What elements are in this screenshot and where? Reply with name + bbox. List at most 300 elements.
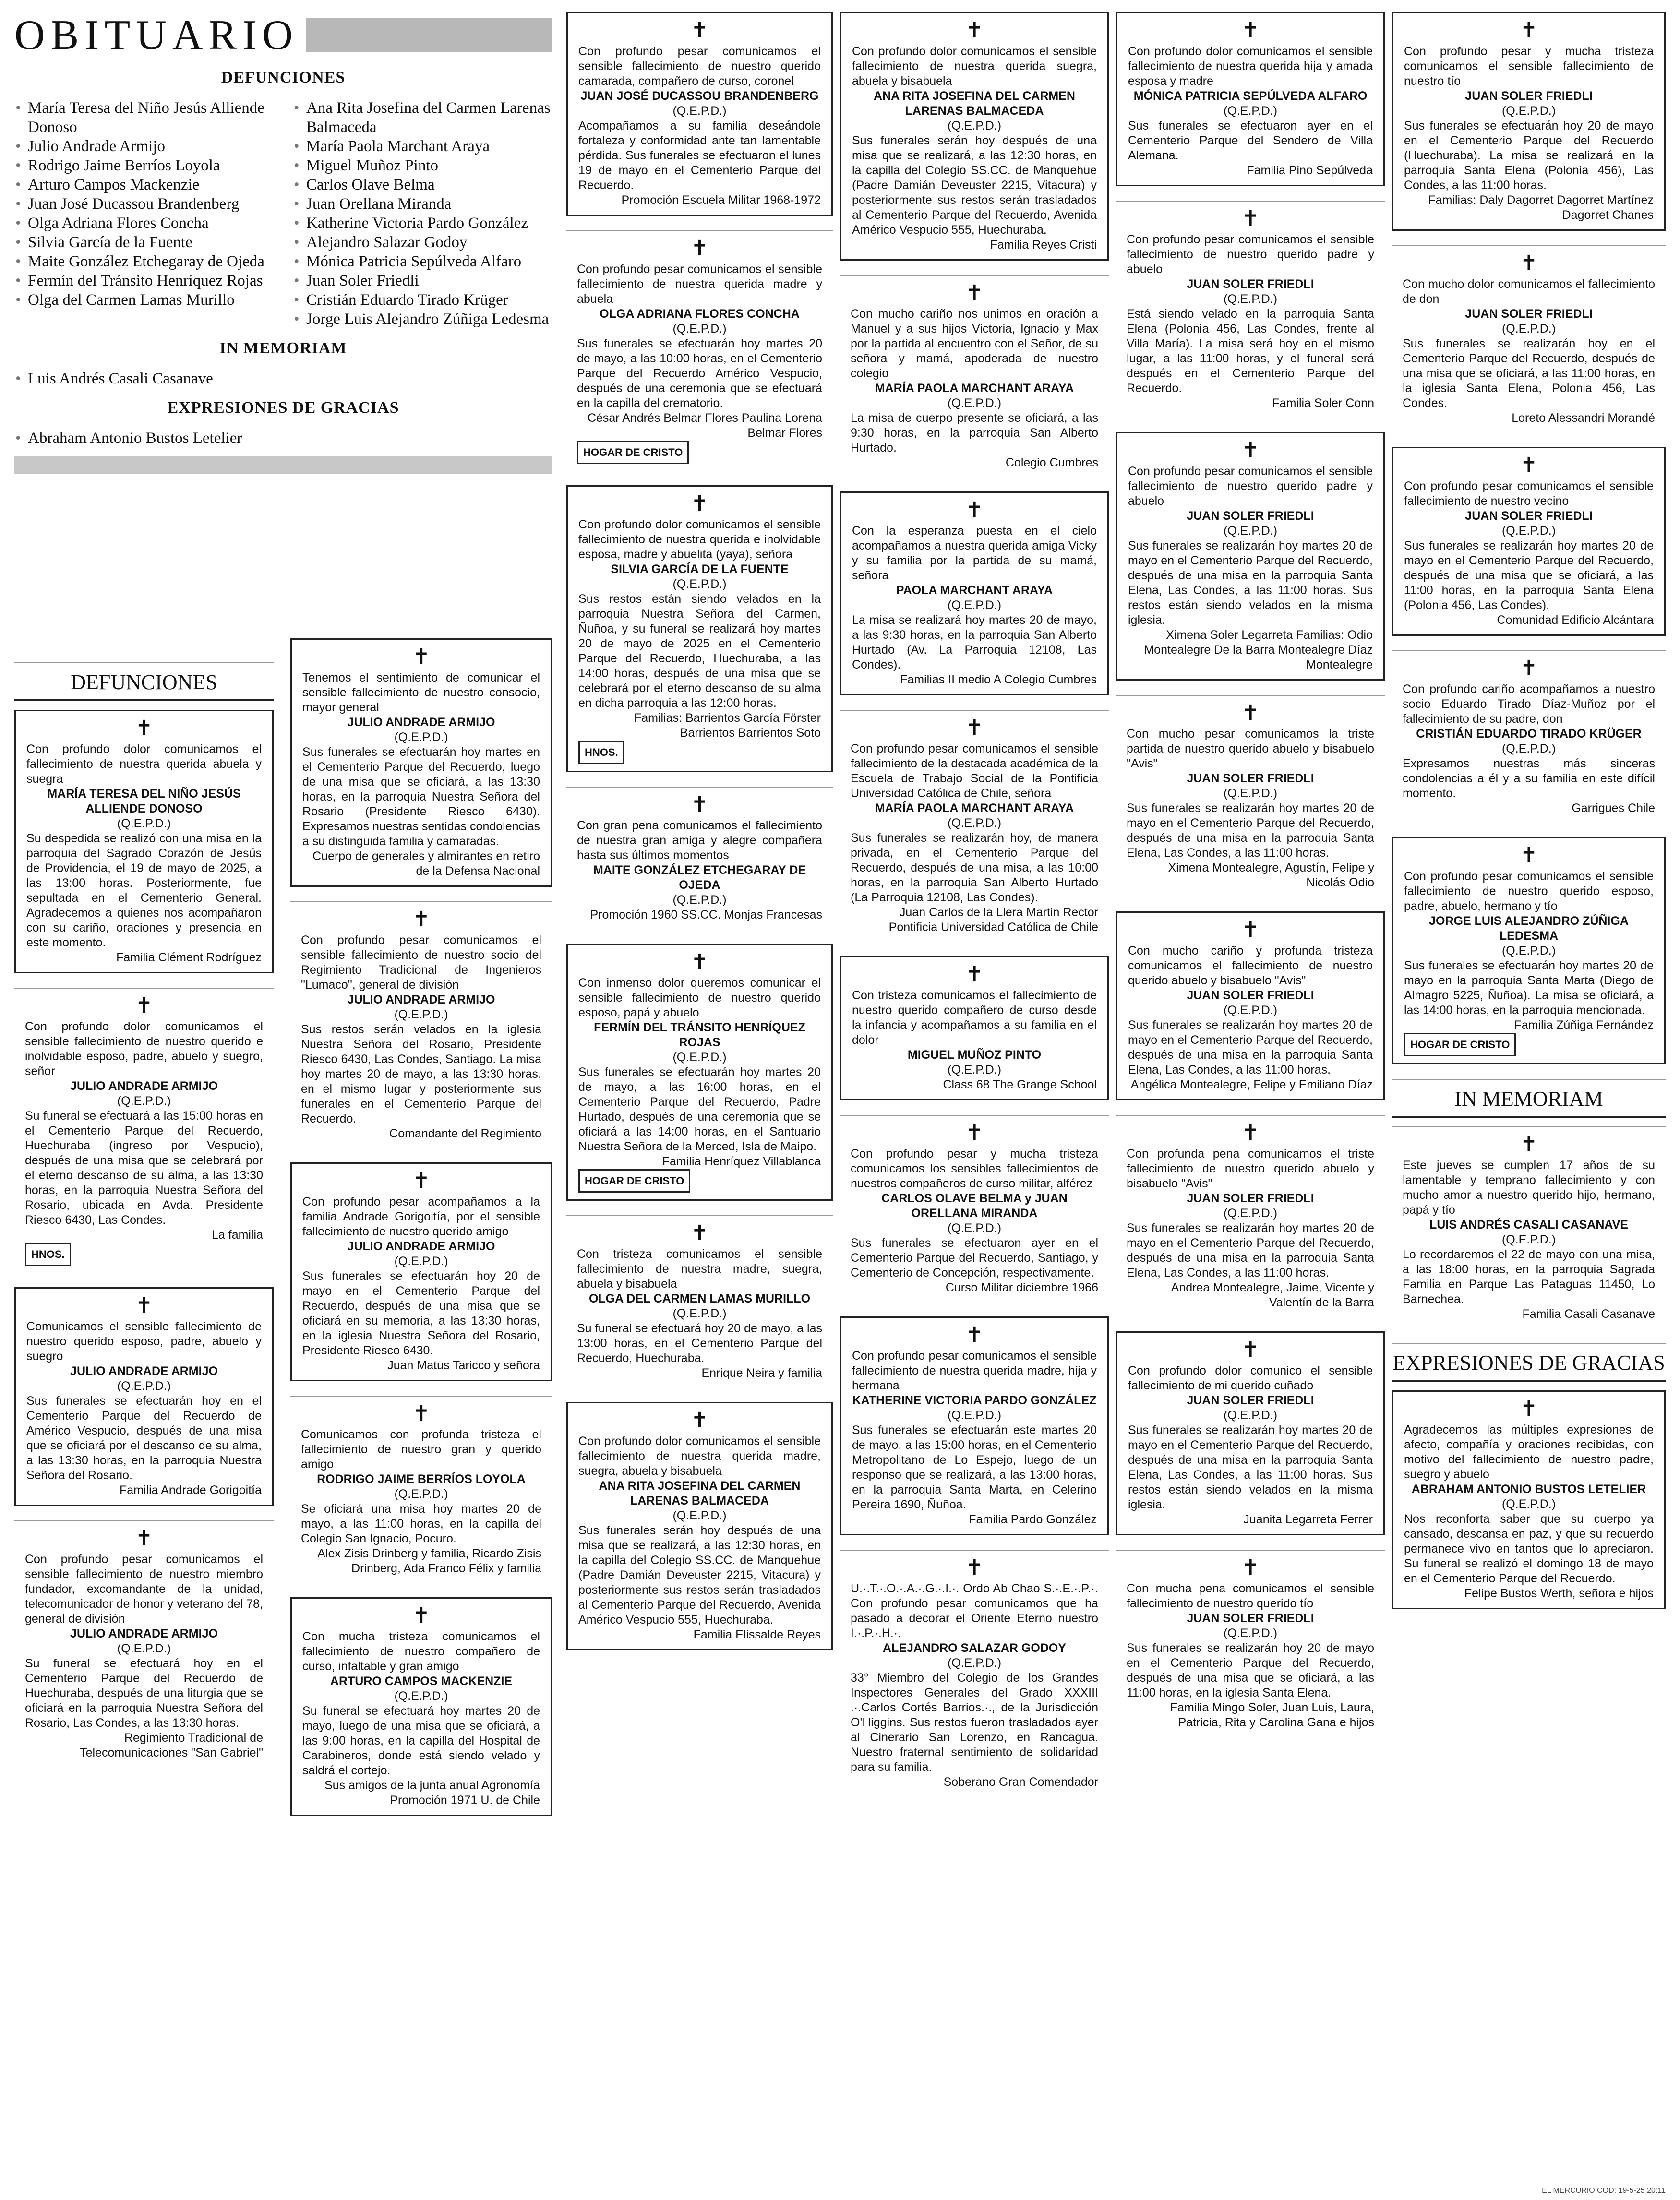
notice-signature: Familia Mingo Soler, Juan Luis, Laura, Patricia, Rita y Carolina Gana e hijos bbox=[1170, 1701, 1374, 1729]
notice-body: Expresamos nuestras más sinceras condolencias a él y a su familia en este difícil momento. bbox=[1403, 757, 1655, 800]
notice-body: Se oficiará una misa hoy martes 20 de mayo, a las 11:00 horas, en la capilla del Colegio San Ignacio, Pocuro. bbox=[301, 1502, 541, 1545]
cross-icon: ✝ bbox=[135, 1527, 153, 1550]
deceased-name: OLGA ADRIANA FLORES CONCHA bbox=[600, 307, 800, 321]
funeral-home-logo bbox=[1404, 1033, 1654, 1056]
notice-intro: Con profundo pesar comunicamos el sensible fallecimiento de nuestra querida madre y abuela bbox=[577, 263, 822, 306]
logo-text: HNOS. bbox=[25, 1243, 71, 1266]
notice-intro: Con la esperanza puesta en el cielo acompañamos a nuestra querida amiga Vicky y su familia por la partida de su mamá, señora bbox=[852, 524, 1097, 582]
cross-icon: ✝ bbox=[691, 492, 708, 515]
deceased-name: JULIO ANDRADE ARMIJO bbox=[70, 1627, 218, 1640]
index-defunciones-grid bbox=[14, 98, 552, 329]
index-memoriam-grid bbox=[14, 369, 552, 388]
cross-icon: ✝ bbox=[1241, 207, 1260, 230]
section-defunciones: DEFUNCIONES bbox=[14, 662, 274, 701]
obituary-notice bbox=[840, 275, 1109, 477]
qepd-label: (Q.E.P.D.) bbox=[1501, 742, 1556, 755]
obituary-notice bbox=[840, 491, 1109, 695]
logo-text: HOGAR DE CRISTO bbox=[577, 441, 689, 464]
notice-signature: César Andrés Belmar Flores Paulina Lorena Belmar Flores bbox=[587, 411, 822, 440]
notice-intro: Con tristeza comunicamos el sensible fallecimiento de nuestra madre, suegra, abuela y bisabuela bbox=[577, 1247, 822, 1291]
index-defunciones-title: DEFUNCIONES bbox=[221, 69, 346, 86]
notice-signature: Sus amigos de la junta anual Agronomía Promoción 1971 U. de Chile bbox=[324, 1779, 540, 1807]
column-5 bbox=[1116, 12, 1385, 1751]
deceased-name: MARÍA PAOLA MARCHANT ARAYA bbox=[875, 801, 1074, 815]
cross-icon: ✝ bbox=[965, 963, 984, 986]
qepd-label: (Q.E.P.D.) bbox=[1223, 1207, 1278, 1220]
qepd-label: (Q.E.P.D.) bbox=[1501, 104, 1556, 118]
cross-icon: ✝ bbox=[965, 1121, 984, 1145]
logo-text: HNOS. bbox=[578, 741, 624, 764]
notice-intro: Con profundo dolor comunicamos el sensible fallecimiento de nuestra querida e inolvidable esposa, madre y abuelita (yaya), señora bbox=[578, 518, 821, 561]
obituary-notice bbox=[1116, 432, 1385, 681]
notice-body: Sus funerales serán hoy después de una misa que se realizará, a las 12:30 horas, en la capilla del Colegio SS.CC. de Manquehue (Padre Damián Deveuster 2215, Vitacura) y posteriormente sus restos serán trasladados al Cementerio Parque del Recuerdo, Avenida Américo Vespucio 555, Huechuraba. bbox=[578, 1524, 821, 1626]
index-entry: • Abraham Antonio Bustos Letelier bbox=[14, 429, 552, 448]
index-entry: • Julio Andrade Armijo bbox=[14, 137, 274, 156]
notice-body: Sus funerales se efectuarán hoy 20 de mayo en el Cementerio Parque del Recuerdo, después de una misa que se oficiará en su memoria, a las 13:30 horas, en la iglesia Nuestra Señora del Rosario, Presidente Riesco 6430. bbox=[302, 1269, 540, 1357]
notice-intro: Agradecemos las múltiples expresiones de afecto, compañía y oraciones recibidas, con motivo del fallecimiento de nuestro padre, suegro y abuelo bbox=[1404, 1423, 1654, 1481]
notice-intro: Con mucho dolor comunicamos el fallecimiento de don bbox=[1403, 277, 1655, 306]
index-entry: • María Teresa del Niño Jesús Alliende Donoso bbox=[14, 98, 274, 137]
notice-signature: Familia Andrade Gorigoitía bbox=[120, 1483, 262, 1497]
cross-icon: ✝ bbox=[412, 1402, 430, 1425]
notice-intro: Con profundo pesar y mucha tristeza comunicamos el sensible fallecimiento de nuestro tío bbox=[1404, 45, 1654, 88]
cross-icon: ✝ bbox=[965, 281, 984, 305]
deceased-name: MARÍA PAOLA MARCHANT ARAYA bbox=[875, 382, 1074, 395]
index-entry: • Rodrigo Jaime Berríos Loyola bbox=[14, 156, 274, 175]
cross-icon: ✝ bbox=[135, 1294, 153, 1317]
page-footer: EL MERCURIO COD: 19-5-25 20:11 bbox=[1542, 2187, 1666, 2195]
obituary-notice bbox=[1116, 1550, 1385, 1737]
obituary-notice bbox=[1116, 201, 1385, 418]
cross-icon: ✝ bbox=[965, 716, 984, 740]
notice-body: Lo recordaremos el 22 de mayo con una misa, a las 18:00 horas, en la parroquia Sagrada Familia en Parque Las Pataguas 11450, Lo Barnechea. bbox=[1403, 1248, 1655, 1306]
qepd-label: (Q.E.P.D.) bbox=[1223, 292, 1278, 306]
notice-intro: Con profundo dolor comunicamos el sensible fallecimiento de nuestra querida madre, suegra, abuela y bisabuela bbox=[578, 1435, 821, 1478]
deceased-name: LUIS ANDRÉS CASALI CASANAVE bbox=[1429, 1218, 1628, 1232]
index-entry: • Katherine Victoria Pardo González bbox=[293, 214, 552, 233]
notice-body: Nos reconforta saber que su cuerpo ya cansado, descansa en paz, y que su recuerdo permanece vivo en tantos que lo apreciaron. Su funeral se realizó el domingo 18 de mayo en el Cementerio Parque del Recuerdo. bbox=[1404, 1512, 1654, 1585]
notice-signature: Familia Pino Sepúlveda bbox=[1247, 164, 1373, 177]
notice-signature: Juanita Legarreta Ferrer bbox=[1243, 1513, 1373, 1526]
notice-intro: U.·.T.·.O.·.A.·.G.·.I.·. Ordo Ab Chao S.·.E.·.P.·. Con profundo pesar comunicamos que ha pasado a decorar el Oriente Eterno nuestro I.·.P.·.H.·. bbox=[851, 1582, 1098, 1640]
qepd-label: (Q.E.P.D.) bbox=[672, 1509, 727, 1522]
notice-body: Sus funerales se realizarán hoy martes 20 de mayo en el Cementerio Parque del Recuerdo, después de una misa en la parroquia Santa Elena, Las Condes, a las 11:00 horas. bbox=[1127, 801, 1374, 860]
column-4-notices bbox=[840, 12, 1109, 1796]
notice-signature: Enrique Neira y familia bbox=[701, 1366, 822, 1380]
notice-intro: Con profundo pesar comunicamos el sensible fallecimiento de nuestro querido esposo, padre, abuelo, hermano y tío bbox=[1404, 870, 1654, 913]
funeral-home-logo bbox=[578, 741, 821, 764]
notice-intro: Con mucho pesar comunicamos la triste partida de nuestro querido abuelo y bisabuelo "Avis" bbox=[1127, 727, 1374, 770]
obituary-notice bbox=[290, 1396, 552, 1583]
notice-signature: Familia Reyes Cristi bbox=[990, 238, 1097, 251]
obituary-notice bbox=[1116, 1331, 1385, 1535]
notice-intro: Con profundo pesar comunicamos el sensible fallecimiento de nuestro querido padre y abuelo bbox=[1128, 465, 1373, 508]
title-bar bbox=[306, 18, 552, 52]
obituary-notice bbox=[1392, 1126, 1666, 1328]
qepd-label: (Q.E.P.D.) bbox=[672, 1307, 727, 1320]
cross-icon: ✝ bbox=[691, 237, 708, 260]
column-1 bbox=[14, 662, 274, 1782]
qepd-label: (Q.E.P.D.) bbox=[1223, 1626, 1278, 1640]
obituary-notice bbox=[1116, 1115, 1385, 1317]
qepd-label: (Q.E.P.D.) bbox=[1223, 104, 1278, 118]
cross-icon: ✝ bbox=[965, 498, 984, 522]
notice-body: Sus funerales se realizarán hoy martes 20 de mayo en el Cementerio Parque del Recuerdo, después de una misa en la parroquia Santa Elena, Las Condes, a las 11:00 horas. Sus restos están siendo velados en la misma iglesia. bbox=[1128, 1423, 1373, 1511]
notice-body: Sus funerales se efectuarán hoy martes 20 de mayo, a las 16:00 horas, en el Cementerio Parque del Recuerdo, Padre Hurtado, después de una ceremonia que se oficiará a las 14:00 horas, en el Santuario Nuestra Señora de la Merced, Isla de Maipo. bbox=[578, 1065, 821, 1153]
notice-body: Está siendo velado en la parroquia Santa Elena (Polonia 456, Las Condes, frente al Villa María). La misa será hoy en el mismo lugar, a las 11:00 horas, y el funeral será después en el Cementerio Parque del Recuerdo. bbox=[1127, 307, 1374, 395]
column-5-notices bbox=[1116, 12, 1385, 1737]
notice-signature: Comunidad Edificio Alcántara bbox=[1497, 613, 1654, 627]
notice-intro: Con mucha pena comunicamos el sensible fallecimiento de nuestro querido tío bbox=[1127, 1582, 1374, 1610]
funeral-home-logo bbox=[577, 441, 822, 464]
notice-body: Sus funerales se efectuarán este martes 20 de mayo, a las 15:00 horas, en el Cementerio Metropolitano de Lo Espejo, luego de un responso que se realizará, a las 13:00 horas, en la parroquia Santa Marta, en Celerino Pereira 1690, Ñuñoa. bbox=[852, 1423, 1097, 1511]
deceased-name: MARÍA TERESA DEL NIÑO JESÚS ALLIENDE DONOSO bbox=[47, 787, 241, 815]
obituary-notice bbox=[566, 787, 833, 929]
obituary-notice bbox=[840, 12, 1109, 261]
notice-body: La misa de cuerpo presente se oficiará, a las 9:30 horas, en la parroquia San Alberto Hurtado. bbox=[851, 411, 1098, 454]
index-entry: • Arturo Campos Mackenzie bbox=[14, 175, 274, 194]
obituary-notice bbox=[566, 230, 833, 471]
funeral-home-logo bbox=[25, 1243, 263, 1266]
cross-icon: ✝ bbox=[412, 1604, 430, 1627]
notice-intro: Con profundo cariño acompañamos a nuestro socio Eduardo Tirado Díaz-Muñoz por el fallecimiento de su padre, don bbox=[1403, 682, 1655, 726]
notice-body: Sus funerales se realizarán hoy, de manera privada, en el Cementerio Parque del Recuerdo, después de una misa, a las 10:00 horas, en la parroquia San Alberto Hurtado (La Parroquia 12108, Las Condes). bbox=[851, 831, 1098, 904]
notice-body: Su despedida se realizó con una misa en la parroquia del Sagrado Corazón de Jesús de Providencia, el 19 de mayo de 2025, a las 13:00 horas. Posteriormente, fue sepultada en el Cementerio General. Agradecemos a quienes nos acompañaron con su cariño, oraciones y presencia en este momento. bbox=[26, 832, 262, 949]
deceased-name: JUAN SOLER FRIEDLI bbox=[1465, 307, 1593, 321]
index-memoriam-title: IN MEMORIAM bbox=[219, 339, 347, 357]
notice-signature: Felipe Bustos Werth, señora e hijos bbox=[1464, 1587, 1654, 1600]
column-6 bbox=[1392, 12, 1666, 1624]
index-entry: • Carlos Olave Belma bbox=[293, 175, 552, 194]
obituary-notice bbox=[290, 1597, 552, 1816]
cross-icon: ✝ bbox=[1241, 918, 1260, 942]
index-gracias-title: EXPRESIONES DE GRACIAS bbox=[167, 399, 399, 417]
cross-icon: ✝ bbox=[1241, 701, 1260, 725]
cross-icon: ✝ bbox=[1520, 844, 1538, 867]
deceased-name: KATHERINE VICTORIA PARDO GONZÁLEZ bbox=[852, 1394, 1097, 1407]
qepd-label: (Q.E.P.D.) bbox=[947, 1409, 1002, 1422]
qepd-label: (Q.E.P.D.) bbox=[1501, 322, 1556, 335]
notice-signature: Juan Carlos de la Llera Martin Rector Pontificia Universidad Católica de Chile bbox=[888, 906, 1098, 934]
qepd-label: (Q.E.P.D.) bbox=[672, 1051, 727, 1064]
notice-signature: Juan Matus Taricco y señora bbox=[387, 1359, 540, 1372]
qepd-label: (Q.E.P.D.) bbox=[394, 1008, 448, 1021]
deceased-name: PAOLA MARCHANT ARAYA bbox=[896, 584, 1053, 597]
obituary-notice bbox=[566, 1402, 833, 1650]
qepd-label: (Q.E.P.D.) bbox=[394, 1689, 448, 1703]
notice-signature: Angélica Montealegre, Felipe y Emiliano Díaz bbox=[1130, 1078, 1373, 1091]
notice-body: Sus restos están siendo velados en la parroquia Nuestra Señora del Carmen, Ñuñoa, y su funeral se realizará hoy martes 20 de mayo de 2025 en el Cementerio Parque del Recuerdo, Huechuraba, a las 14:00 horas, después de una misa que se celebrará por el eterno descanso de su alma en dicha parroquia a las 12:00 horas. bbox=[578, 592, 821, 710]
qepd-label: (Q.E.P.D.) bbox=[394, 730, 448, 744]
obituary-notice bbox=[840, 1550, 1109, 1796]
obituary-notice bbox=[1392, 837, 1666, 1064]
obituary-notice bbox=[1392, 447, 1666, 636]
deceased-name: JORGE LUIS ALEJANDRO ZÚÑIGA LEDESMA bbox=[1429, 914, 1629, 943]
notice-intro: Con mucho cariño y profunda tristeza comunicamos el fallecimiento de nuestro querido abuelo y bisabuelo "Avis" bbox=[1128, 944, 1373, 987]
notice-intro: Con profundo dolor comunicamos el sensible fallecimiento de nuestro querido e inolvidable esposo, padre, abuelo y suegro, señor bbox=[25, 1020, 263, 1078]
qepd-label: (Q.E.P.D.) bbox=[1501, 524, 1556, 538]
qepd-label: (Q.E.P.D.) bbox=[672, 322, 727, 335]
notice-body: Sus funerales se efectuarán hoy 20 de mayo en el Cementerio Parque del Recuerdo (Huechuraba). La misa se realizará en la parroquia Santa Elena (Polonia 456), Las Condes, a las 11:00 horas. bbox=[1404, 119, 1654, 192]
qepd-label: (Q.E.P.D.) bbox=[394, 1487, 448, 1501]
qepd-label: (Q.E.P.D.) bbox=[1501, 1233, 1556, 1246]
deceased-name: OLGA DEL CARMEN LAMAS MURILLO bbox=[588, 1292, 811, 1305]
qepd-label: (Q.E.P.D.) bbox=[947, 1063, 1002, 1076]
notice-signature: Andrea Montealegre, Jaime, Vicente y Valentín de la Barra bbox=[1171, 1281, 1374, 1309]
obituary-notice bbox=[566, 944, 833, 1201]
column-2 bbox=[290, 638, 552, 1830]
qepd-label: (Q.E.P.D.) bbox=[1501, 1497, 1556, 1511]
notice-intro: Con profundo pesar comunicamos el sensible fallecimiento de nuestro vecino bbox=[1404, 479, 1654, 508]
obituary-index bbox=[14, 12, 552, 483]
notice-signature: Familias: Barrientos García Förster Barrientos Barrientos Soto bbox=[634, 711, 821, 740]
obituary-notice bbox=[566, 12, 833, 216]
qepd-label: (Q.E.P.D.) bbox=[1223, 1004, 1278, 1017]
column-3 bbox=[566, 12, 833, 1665]
qepd-label: (Q.E.P.D.) bbox=[672, 104, 727, 118]
deceased-name: JUAN SOLER FRIEDLI bbox=[1187, 1192, 1314, 1205]
notice-intro: Con profundo dolor comunico el sensible fallecimiento de mi querido cuñado bbox=[1128, 1364, 1373, 1392]
cross-icon: ✝ bbox=[1520, 657, 1538, 680]
notice-signature: Familia Clément Rodríguez bbox=[116, 951, 262, 964]
deceased-name: JULIO ANDRADE ARMIJO bbox=[347, 993, 495, 1006]
index-entry: • Alejandro Salazar Godoy bbox=[293, 233, 552, 252]
deceased-name: JUAN SOLER FRIEDLI bbox=[1187, 1394, 1314, 1407]
notice-body: Sus funerales se realizarán hoy martes 20 de mayo en el Cementerio Parque del Recuerdo, después de una misa en la parroquia Santa Elena, Las Condes, a las 11:00 horas. bbox=[1127, 1221, 1374, 1279]
notice-body: Sus funerales se realizarán hoy martes 20 de mayo en el Cementerio Parque del Recuerdo, después de una misa que se oficiará, a las 11:00 horas, en la parroquia Santa Elena (Polonia 456, Las Condes). bbox=[1404, 539, 1654, 612]
deceased-name: ARTURO CAMPOS MACKENZIE bbox=[330, 1674, 513, 1688]
qepd-label: (Q.E.P.D.) bbox=[117, 1379, 171, 1393]
deceased-name: CARLOS OLAVE BELMA y JUAN ORELLANA MIRANDA bbox=[881, 1192, 1068, 1220]
cross-icon: ✝ bbox=[1520, 19, 1538, 42]
cross-icon: ✝ bbox=[965, 19, 984, 42]
index-entry: • Jorge Luis Alejandro Zúñiga Ledesma bbox=[293, 310, 552, 329]
deceased-name: JULIO ANDRADE ARMIJO bbox=[70, 1079, 218, 1093]
notice-intro: Con profundo pesar y mucha tristeza comunicamos los sensibles fallecimientos de nuestros compañeros de curso militar, alférez bbox=[851, 1147, 1098, 1190]
deceased-name: JUAN SOLER FRIEDLI bbox=[1187, 277, 1314, 291]
page-title: OBITUARIO bbox=[14, 12, 299, 59]
cross-icon: ✝ bbox=[1241, 1556, 1260, 1579]
notice-body: 33° Miembro del Colegio de los Grandes Inspectores Generales del Grado XXXIII .·.Carlos Cortés Barrios.·., de la Jurisdicción O'Higgins. Sus restos fueron trasladados ayer al Cinerario San Lorenzo, en Rancagua. Nuestro fraternal sentimiento de solidaridad para su familia. bbox=[851, 1671, 1098, 1774]
notice-intro: Con tristeza comunicamos el fallecimiento de nuestro querido compañero de curso desde la infancia y acompañamos a su familia en el dolor bbox=[852, 989, 1097, 1047]
obituary-notice bbox=[290, 1162, 552, 1381]
notice-intro: Con profundo dolor comunicamos el fallecimiento de nuestra querida abuela y suegra bbox=[26, 742, 262, 786]
notice-intro: Con profundo pesar comunicamos el sensible fallecimiento de nuestro miembro fundador, excomandante de la unidad, telecomunicador de honor y veterano del 78, general de división bbox=[25, 1553, 263, 1626]
qepd-label: (Q.E.P.D.) bbox=[394, 1255, 448, 1268]
cross-icon: ✝ bbox=[691, 19, 708, 42]
index-entry: • Juan Orellana Miranda bbox=[293, 194, 552, 214]
qepd-label: (Q.E.P.D.) bbox=[1223, 1409, 1278, 1422]
notice-body: Sus funerales se efectuaron ayer en el Cementerio Parque del Recuerdo, Santiago, y Cementerio de Concepción, respectivamente. bbox=[851, 1236, 1098, 1279]
deceased-name: JULIO ANDRADE ARMIJO bbox=[347, 716, 495, 729]
column-1-notices bbox=[14, 710, 274, 1767]
index-gracias-list bbox=[14, 429, 552, 448]
index-entry: • María Paola Marchant Araya bbox=[293, 137, 552, 156]
obituary-notice bbox=[566, 1215, 833, 1387]
cross-icon: ✝ bbox=[1241, 1338, 1260, 1362]
obituary-notice bbox=[14, 1287, 274, 1506]
index-entry: • Ana Rita Josefina del Carmen Larenas Balmaceda bbox=[293, 98, 552, 137]
notice-intro: Con profunda pena comunicamos el triste fallecimiento de nuestro querido abuelo y bisabuelo "Avis" bbox=[1127, 1147, 1374, 1190]
deceased-name: ANA RITA JOSEFINA DEL CARMEN LARENAS BALMACEDA bbox=[874, 89, 1075, 118]
notice-body: La misa se realizará hoy martes 20 de mayo, a las 9:30 horas, en la parroquia San Alberto Hurtado (Av. La Parroquia 12108, Las Condes). bbox=[852, 613, 1097, 671]
section-memoriam: IN MEMORIAM bbox=[1392, 1079, 1666, 1118]
index-memoriam-list bbox=[14, 369, 552, 388]
notice-signature: Ximena Soler Legarreta Familias: Odio Montealegre De la Barra Montealegre Díaz Montealegre bbox=[1144, 628, 1373, 671]
column-6-notices bbox=[1392, 12, 1666, 1609]
deceased-name: ABRAHAM ANTONIO BUSTOS LETELIER bbox=[1411, 1483, 1646, 1496]
column-2-notices bbox=[290, 638, 552, 1816]
notice-body: Sus funerales se efectuarán hoy martes 20 de mayo en la parroquia Santa Marta (Diego de Almagro 5225, Ñuñoa). La misa se oficiará, a las 14:00 horas, en la parroquia mencionada. bbox=[1404, 959, 1654, 1017]
deceased-name: RODRIGO JAIME BERRÍOS LOYOLA bbox=[317, 1472, 526, 1486]
deceased-name: JUAN JOSÉ DUCASSOU BRANDENBERG bbox=[580, 89, 819, 103]
notice-body: Sus funerales se efectuarán hoy martes en el Cementerio Parque del Recuerdo, luego de una misa que se oficiará, a las 13:30 horas, en la parroquia Nuestra Señora del Rosario (Presidente Riesco 6430). Expresamos nuestras sentidas condolencias a su distinguida familia y camaradas. bbox=[302, 745, 540, 848]
index-list-right bbox=[293, 98, 552, 329]
notice-body: Sus restos serán velados en la iglesia Nuestra Señora del Rosario, Presidente Riesco 6430, Las Condes, Santiago. La misa hoy martes 20 de mayo, a las 13:30 horas, en el mismo lugar y posteriormente sus funerales en el Cementerio Parque del Recuerdo. bbox=[301, 1023, 541, 1125]
notice-body: Sus funerales se realizarán hoy martes 20 de mayo en el Cementerio Parque del Recuerdo, después de una misa en la parroquia Santa Elena, Las Condes, a las 11:00 horas. Sus restos están siendo velados en la misma iglesia. bbox=[1128, 539, 1373, 627]
notice-body: Sus funerales serán hoy después de una misa que se realizará, a las 12:30 horas, en la capilla del Colegio SS.CC. de Manquehue (Padre Damián Deveuster 2215, Vitacura) y posteriormente sus restos serán trasladados al Cementerio Parque del Recuerdo, Avenida Américo Vespucio 555, Huechuraba. bbox=[852, 134, 1097, 237]
qepd-label: (Q.E.P.D.) bbox=[1501, 944, 1556, 957]
notice-intro: Con profundo pesar comunicamos el sensible fallecimiento de nuestro querido camarada, compañero de curso, coronel bbox=[578, 45, 821, 88]
deceased-name: MAITE GONZÁLEZ ETCHEGARAY DE OJEDA bbox=[593, 863, 806, 892]
notice-signature: La familia bbox=[212, 1228, 263, 1242]
qepd-label: (Q.E.P.D.) bbox=[947, 598, 1002, 612]
index-entry: • Miguel Muñoz Pinto bbox=[293, 156, 552, 175]
notice-signature: Familia Casali Casanave bbox=[1522, 1307, 1655, 1321]
notice-signature: Familia Soler Conn bbox=[1272, 396, 1374, 410]
obituary-notice bbox=[1116, 12, 1385, 186]
index-entry: • Maite González Etchegaray de Ojeda bbox=[14, 252, 274, 271]
notice-signature: Soberano Gran Comendador bbox=[943, 1775, 1098, 1789]
cross-icon: ✝ bbox=[412, 908, 430, 931]
notice-body: Su funeral se efectuará hoy en el Cementerio Parque del Recuerdo de Huechuraba, después de una liturgia que se oficiará en la parroquia Nuestra Señora del Rosario, Las Condes, a las 13:30 horas. bbox=[25, 1657, 263, 1730]
deceased-name: JUAN SOLER FRIEDLI bbox=[1187, 1612, 1314, 1625]
notice-intro: Comunicamos con profunda tristeza el fallecimiento de nuestro gran y querido amigo bbox=[301, 1428, 541, 1471]
cross-icon: ✝ bbox=[691, 950, 708, 974]
cross-icon: ✝ bbox=[691, 1221, 708, 1245]
cross-icon: ✝ bbox=[965, 1323, 984, 1347]
cross-icon: ✝ bbox=[1520, 1133, 1538, 1156]
deceased-name: JUAN SOLER FRIEDLI bbox=[1465, 509, 1593, 523]
index-entry: • Juan José Ducassou Brandenberg bbox=[14, 194, 274, 214]
notice-body: Sus funerales se realizarán hoy martes 20 de mayo en el Cementerio Parque del Recuerdo, después de una misa en la parroquia Santa Elena, Las Condes, a las 11:00 horas. bbox=[1128, 1018, 1373, 1076]
index-entry: • Juan Soler Friedli bbox=[293, 271, 552, 290]
index-entry: • Silvia García de la Fuente bbox=[14, 233, 274, 252]
notice-intro: Con profundo pesar comunicamos el sensible fallecimiento de nuestra querida madre, hija y hermana bbox=[852, 1349, 1097, 1392]
notice-signature: Familias II medio A Colegio Cumbres bbox=[900, 673, 1097, 686]
qepd-label: (Q.E.P.D.) bbox=[117, 817, 171, 830]
obituary-notice bbox=[1392, 245, 1666, 432]
cross-icon: ✝ bbox=[135, 994, 153, 1017]
notice-intro: Comunicamos el sensible fallecimiento de nuestro querido esposo, padre, abuelo y suegro bbox=[26, 1320, 262, 1363]
qepd-label: (Q.E.P.D.) bbox=[672, 577, 727, 591]
index-entry: • Olga del Carmen Lamas Murillo bbox=[14, 290, 274, 310]
deceased-name: JULIO ANDRADE ARMIJO bbox=[70, 1364, 218, 1378]
notice-body: Su funeral se efectuará hoy 20 de mayo, a las 13:00 horas, en el Cementerio Parque del Recuerdo, Huechuraba. bbox=[577, 1322, 822, 1365]
notice-body: Sus funerales se realizarán hoy 20 de mayo en el Cementerio Parque del Recuerdo, después de una misa que se oficiará, a las 11:00 horas, en la iglesia Santa Elena. bbox=[1127, 1641, 1374, 1699]
notice-signature: Curso Militar diciembre 1966 bbox=[945, 1281, 1098, 1294]
funeral-home-logo bbox=[578, 1169, 821, 1193]
deceased-name: MÓNICA PATRICIA SEPÚLVEDA ALFARO bbox=[1133, 89, 1368, 103]
notice-signature: Promoción 1960 SS.CC. Monjas Francesas bbox=[590, 908, 822, 921]
notice-signature: Comandante del Regimiento bbox=[389, 1127, 541, 1140]
qepd-label: (Q.E.P.D.) bbox=[947, 119, 1002, 132]
notice-signature: Colegio Cumbres bbox=[1005, 456, 1098, 469]
cross-icon: ✝ bbox=[1520, 251, 1538, 275]
index-list-left bbox=[14, 98, 274, 329]
notice-intro: Con profundo pesar comunicamos el sensible fallecimiento de nuestro socio del Regimiento Tradicional de Ingenieros "Lumaco", general de división bbox=[301, 933, 541, 992]
obituary-notice bbox=[1116, 911, 1385, 1100]
notice-signature: Ximena Montealegre, Agustín, Felipe y Nicolás Odio bbox=[1168, 861, 1374, 889]
obituary-notice bbox=[14, 710, 274, 973]
deceased-name: JUAN SOLER FRIEDLI bbox=[1187, 509, 1314, 523]
logo-text: HOGAR DE CRISTO bbox=[578, 1169, 690, 1193]
notice-intro: Con mucho cariño nos unimos en oración a Manuel y a sus hijos Victoria, Ignacio y Max por la partida al encuentro con el Señor, de su señora y mamá, apoderada de nuestro colegio bbox=[851, 307, 1098, 380]
notice-signature: Familias: Daly Dagorret Dagorret Martínez Dagorret Chanes bbox=[1428, 193, 1654, 222]
cross-icon: ✝ bbox=[1241, 19, 1260, 42]
deceased-name: MIGUEL MUÑOZ PINTO bbox=[907, 1048, 1042, 1062]
obituary-notice bbox=[840, 1316, 1109, 1535]
obituary-notice bbox=[14, 1520, 274, 1767]
cross-icon: ✝ bbox=[412, 1169, 430, 1193]
notice-intro: Con profundo dolor comunicamos el sensible fallecimiento de nuestra querida suegra, abuela y bisabuela bbox=[852, 45, 1097, 88]
cross-icon: ✝ bbox=[1520, 454, 1538, 477]
notice-signature: Loreto Alessandri Morandé bbox=[1512, 411, 1655, 425]
notice-intro: Con profundo pesar acompañamos a la familia Andrade Gorigoitía, por el sensible fallecimiento de nuestro querido amigo bbox=[302, 1195, 540, 1238]
deceased-name: SILVIA GARCÍA DE LA FUENTE bbox=[611, 562, 789, 576]
notice-signature: Familia Zúñiga Fernández bbox=[1514, 1018, 1654, 1032]
deceased-name: CRISTIÁN EDUARDO TIRADO KRÜGER bbox=[1416, 727, 1642, 741]
index-bottom-bar bbox=[14, 456, 552, 474]
index-entry: • Mónica Patricia Sepúlveda Alfaro bbox=[293, 252, 552, 271]
notice-intro: Con gran pena comunicamos el fallecimiento de nuestra gran amiga y alegre compañera hasta sus últimos momentos bbox=[577, 819, 822, 862]
notice-intro: Con profundo dolor comunicamos el sensible fallecimiento de nuestra querida hija y amada esposa y madre bbox=[1128, 45, 1373, 88]
obituary-notice bbox=[1392, 12, 1666, 231]
index-entry: • Luis Andrés Casali Casanave bbox=[14, 369, 552, 388]
obituary-notice bbox=[840, 1115, 1109, 1302]
notice-signature: Promoción Escuela Militar 1968-1972 bbox=[621, 193, 821, 207]
notice-intro: Con inmenso dolor queremos comunicar el sensible fallecimiento de nuestro querido esposo, papá y abuelo bbox=[578, 976, 821, 1019]
qepd-label: (Q.E.P.D.) bbox=[947, 1221, 1002, 1235]
cross-icon: ✝ bbox=[1241, 1121, 1260, 1145]
qepd-label: (Q.E.P.D.) bbox=[947, 816, 1002, 830]
index-entry: • Cristián Eduardo Tirado Krüger bbox=[293, 290, 552, 310]
cross-icon: ✝ bbox=[965, 1556, 984, 1579]
deceased-name: ALEJANDRO SALAZAR GODOY bbox=[883, 1641, 1066, 1655]
notice-signature: Garrigues Chile bbox=[1572, 801, 1655, 815]
qepd-label: (Q.E.P.D.) bbox=[947, 1656, 1002, 1670]
qepd-label: (Q.E.P.D.) bbox=[1223, 787, 1278, 800]
cross-icon: ✝ bbox=[1520, 1397, 1538, 1421]
obituary-notice bbox=[1392, 1390, 1666, 1609]
obituary-notice bbox=[1392, 650, 1666, 823]
notice-signature: Regimiento Tradicional de Telecomunicaciones "San Gabriel" bbox=[80, 1731, 263, 1759]
obituary-notice bbox=[840, 710, 1109, 942]
index-entry: • Olga Adriana Flores Concha bbox=[14, 214, 274, 233]
qepd-label: (Q.E.P.D.) bbox=[117, 1642, 171, 1655]
cross-icon: ✝ bbox=[1241, 439, 1260, 462]
deceased-name: ANA RITA JOSEFINA DEL CARMEN LARENAS BALMACEDA bbox=[599, 1479, 801, 1507]
qepd-label: (Q.E.P.D.) bbox=[117, 1094, 171, 1108]
cross-icon: ✝ bbox=[135, 717, 153, 740]
obituary-notice bbox=[14, 988, 274, 1273]
notice-body: Sus funerales se efectuarán hoy en el Cementerio Parque del Recuerdo de Américo Vespucio, después de una misa que se oficiará por el descanso de su alma, a las 13:30 horas, en la parroquia Nuestra Señora del Rosario. bbox=[26, 1394, 262, 1482]
cross-icon: ✝ bbox=[691, 793, 708, 816]
notice-intro: Tenemos el sentimiento de comunicar el sensible fallecimiento de nuestro consocio, mayor general bbox=[302, 671, 540, 714]
index-entry: • Fermín del Tránsito Henríquez Rojas bbox=[14, 271, 274, 290]
notice-signature: Familia Pardo González bbox=[969, 1513, 1097, 1526]
notice-signature: Cuerpo de generales y almirantes en retiro de la Defensa Nacional bbox=[312, 849, 540, 878]
